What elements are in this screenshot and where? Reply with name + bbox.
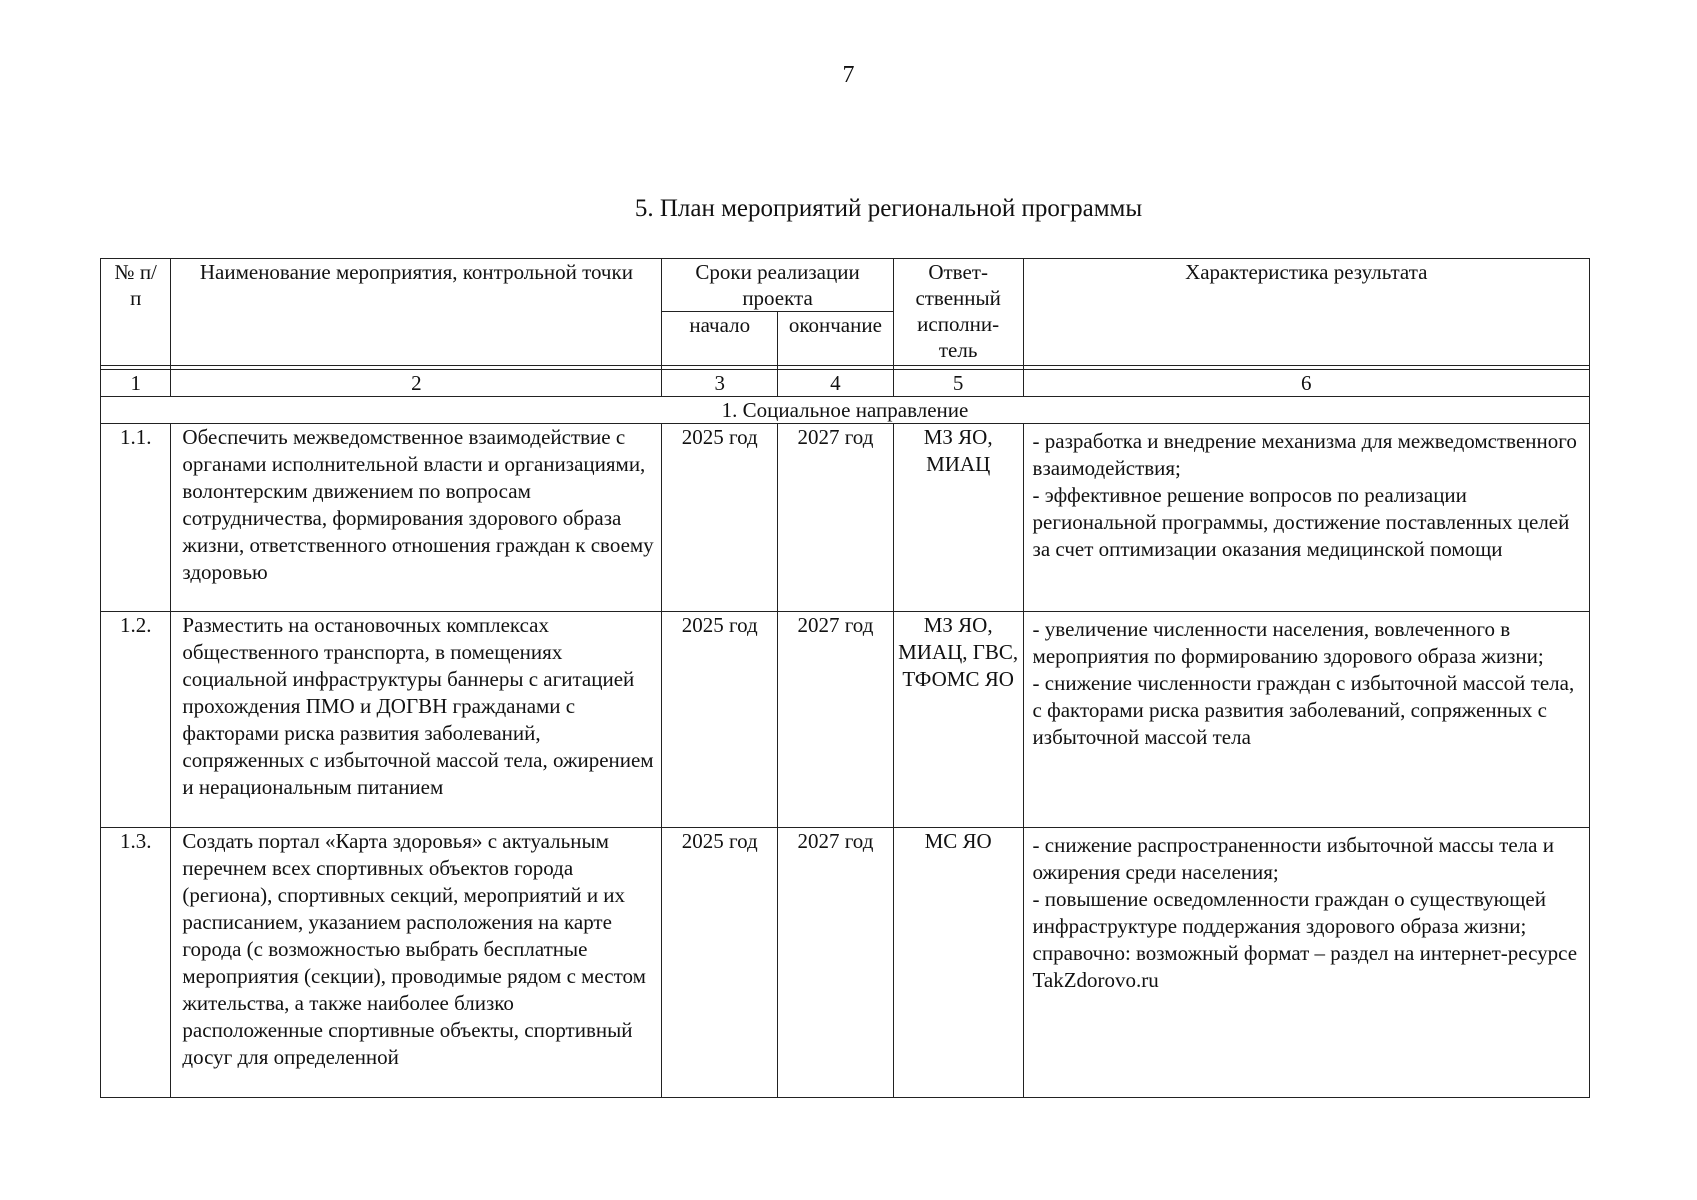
header-responsible: Ответ-ственный исполни-тель <box>893 259 1023 366</box>
table-row <box>101 424 1590 612</box>
row-result: - разработка и внедрение механизма для межведомственного взаимодействия; - эффективное решение вопросов по реализации региональной программы, достижение поставленных целей за счет оптимизации оказания медицинской помощи <box>1023 424 1589 612</box>
column-numbers-row <box>101 370 1590 397</box>
table-header-row <box>101 259 1590 312</box>
header-start: начало <box>662 312 778 366</box>
section-title: 1. Социальное направление <box>101 397 1590 424</box>
row-responsible: МС ЯО <box>893 828 1023 1098</box>
column-number: 3 <box>662 370 778 397</box>
column-number: 4 <box>778 370 894 397</box>
row-responsible: МЗ ЯО, МИАЦ, ГВС, ТФОМС ЯО <box>893 612 1023 828</box>
row-end: 2027 год <box>778 424 894 612</box>
column-number: 5 <box>893 370 1023 397</box>
row-name: Создать портал «Карта здоровья» с актуальным перечнем всех спортивных объектов города (региона), спортивных секций, мероприятий и их расписанием, указанием расположения на карте города (с возможностью выбрать бесплатные мероприятия (секции), проводимые рядом с местом жительства, а также наиболее близко расположенные спортивные объекты, спортивный досуг для определенной <box>171 828 662 1098</box>
row-number: 1.1. <box>101 424 171 612</box>
row-result: - снижение распространенности избыточной массы тела и ожирения среди населения; - повышение осведомленности граждан о существующей инфраструктуре поддержания здорового образа жизни; справочно: возможный формат – раздел на интернет-ресурсе TakZdorovo.ru <box>1023 828 1589 1098</box>
row-end: 2027 год <box>778 828 894 1098</box>
column-number: 6 <box>1023 370 1589 397</box>
section-row <box>101 397 1590 424</box>
row-number: 1.2. <box>101 612 171 828</box>
page-title: 5. План мероприятий региональной программы <box>634 195 1143 222</box>
row-result: - увеличение численности населения, вовлеченного в мероприятия по формированию здорового образа жизни; - снижение численности граждан с избыточной массой тела, с факторами риска развития заболеваний, сопряженных с избыточной массой тела <box>1023 612 1589 828</box>
row-name: Разместить на остановочных комплексах общественного транспорта, в помещениях социальной инфраструктуры баннеры с агитацией прохождения ПМО и ДОГВН гражданами с факторами риска развития заболеваний, сопряженных с избыточной массой тела, ожирением и нерациональным питанием <box>171 612 662 828</box>
row-start: 2025 год <box>662 424 778 612</box>
row-start: 2025 год <box>662 828 778 1098</box>
column-number: 2 <box>171 370 662 397</box>
table-row <box>101 828 1590 1098</box>
row-responsible: МЗ ЯО, МИАЦ <box>893 424 1023 612</box>
header-period: Сроки реализации проекта <box>662 259 893 312</box>
header-num: № п/п <box>101 259 171 366</box>
plan-table <box>100 258 1590 1098</box>
header-result: Характеристика результата <box>1023 259 1589 366</box>
row-number: 1.3. <box>101 828 171 1098</box>
row-name: Обеспечить межведомственное взаимодействие с органами исполнительной власти и организациями, волонтерским движением по вопросам сотрудничества, формирования здорового образа жизни, ответственного отношения граждан к своему здоровью <box>171 424 662 612</box>
header-end: окончание <box>778 312 894 366</box>
row-end: 2027 год <box>778 612 894 828</box>
table-row <box>101 612 1590 828</box>
header-name: Наименование мероприятия, контрольной точки <box>171 259 662 366</box>
row-start: 2025 год <box>662 612 778 828</box>
page-number: 7 <box>842 62 855 88</box>
column-number: 1 <box>101 370 171 397</box>
